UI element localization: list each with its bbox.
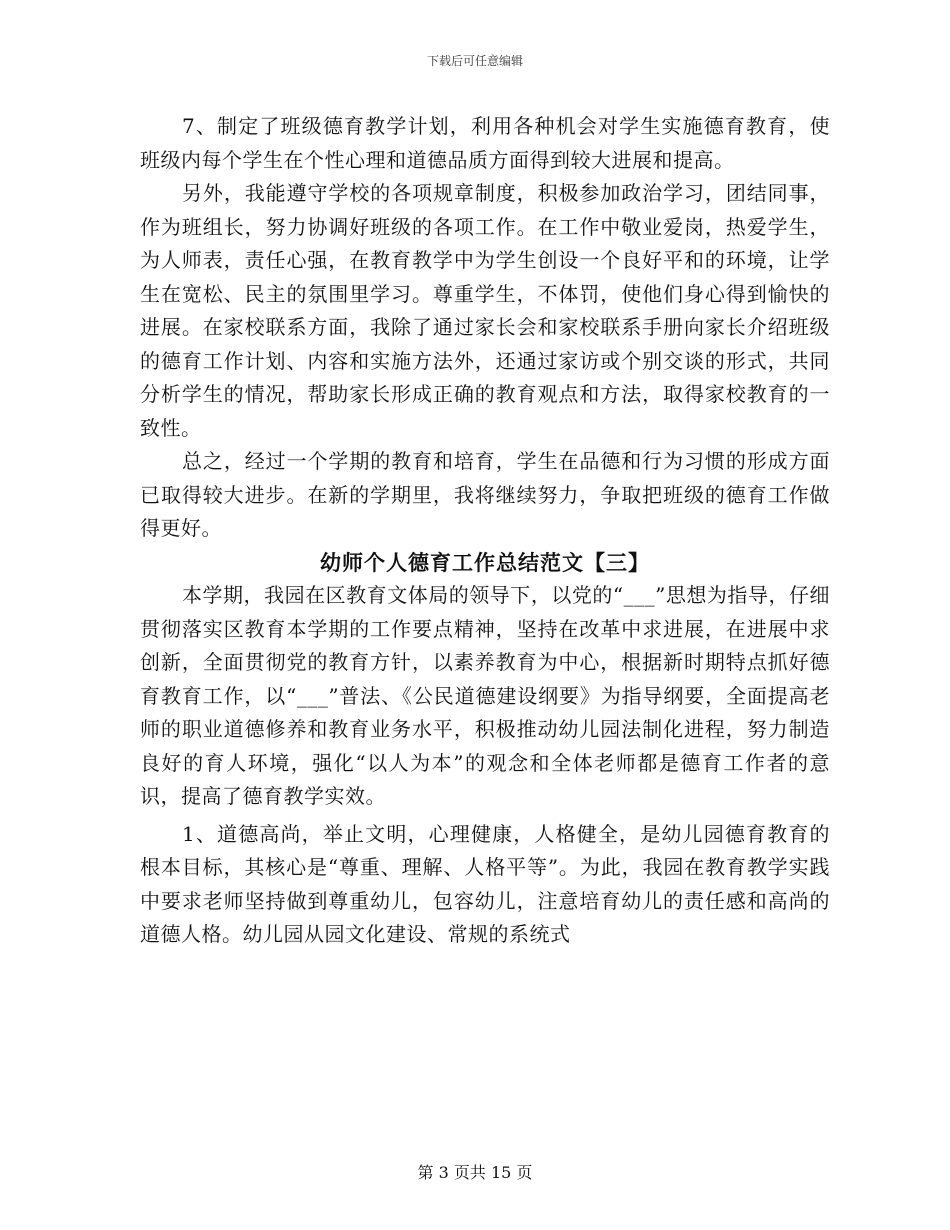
page-header: 下载后可任意编辑	[426, 54, 523, 68]
paragraph-intro: 本学期，我园在区教育文体局的领导下，以党的“___”思想为指导，仔细贯彻落实区教育本学期的工作要点精神，坚持在改革中求进展，在进展中求创新，全面贯彻党的教育方针，以素养教育为中心，根据新时期特点抓好德育教育工作，以“___”普法、《公民道德建设纲要》为指导纲要，全面提高老师的职业道德修养和教育业务水平，积极推动幼儿园法制化进程，努力制造良好的育人环境，强化“以人为本”的观念和全体老师都是德育工作者的意识，提高了德育教学实效。	[140, 583, 830, 808]
paragraph-item-7: 7、制定了班级德育教学计划，利用各种机会对学生实施德育教育，使班级内每个学生在个性心理和道德品质方面得到较大进展和提高。	[140, 114, 830, 172]
paragraph-item-1: 1、道德高尚，举止文明，心理健康，人格健全，是幼儿园德育教育的根本目标，其核心是“尊重、理解、人格平等”。为此，我园在教育教学实践中要求老师坚持做到尊重幼儿，包容幼儿，注意培育幼儿的责任感和高尚的道德人格。幼儿园从园文化建设、常规的系统式	[140, 821, 830, 946]
document-body	[140, 110, 830, 952]
paragraph-additionally: 另外，我能遵守学校的各项规章制度，积极参加政治学习，团结同事，作为班组长，努力协调好班级的各项工作。在工作中敬业爱岗，热爱学生，为人师表，责任心强，在教育教学中为学生创设一个良好平和的环境，让学生在宽松、民主的氛围里学习。尊重学生，不体罚，使他们身心得到愉快的进展。在家校联系方面，我除了通过家长会和家校联系手册向家长介绍班级的德育工作计划、内容和实施方法外，还通过家访或个别交谈的形式，共同分析学生的情况，帮助家长形成正确的教育观点和方法，取得家校教育的一致性。	[140, 181, 830, 440]
section-heading: 幼师个人德育工作总结范文【三】	[320, 549, 650, 575]
paragraph-conclusion: 总之，经过一个学期的教育和培育，学生在品德和行为习惯的形成方面已取得较大进步。在新的学期里，我将继续努力，争取把班级的德育工作做得更好。	[140, 449, 830, 540]
page-number: 第 3 页共 15 页	[417, 1163, 533, 1182]
